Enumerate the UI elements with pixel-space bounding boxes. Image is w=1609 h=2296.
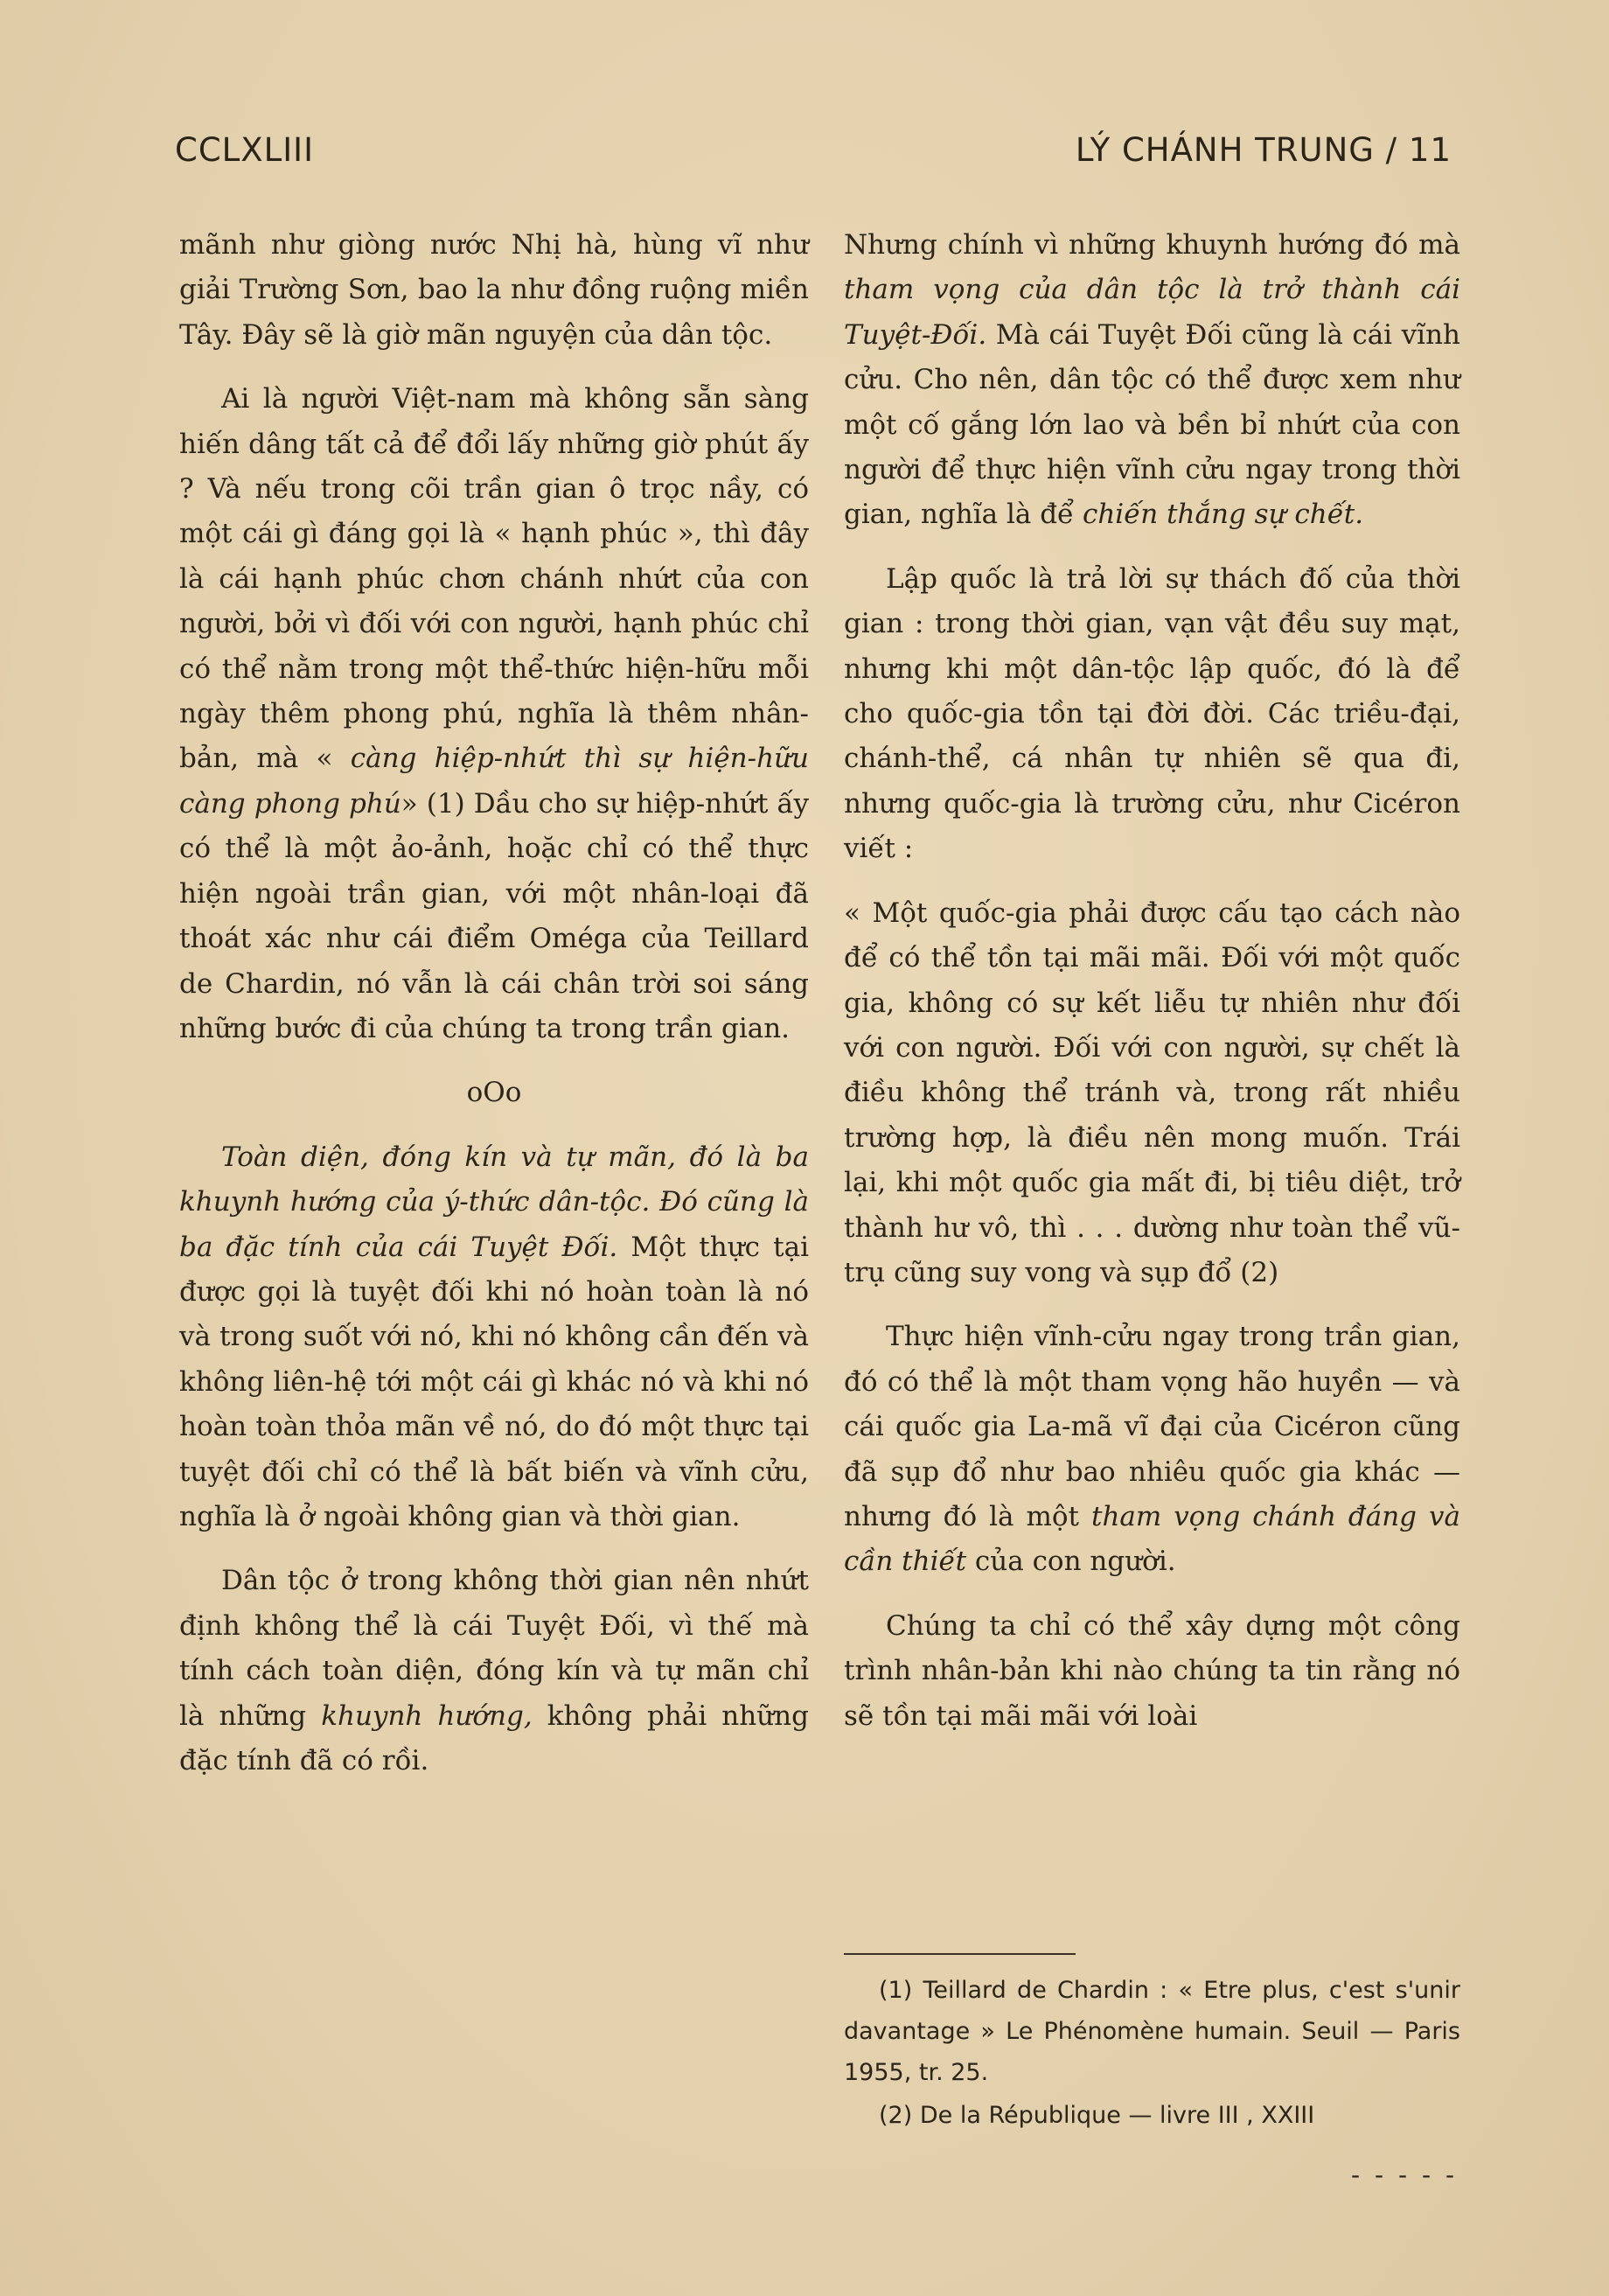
italic-text: khuynh hướng,: [321, 1699, 533, 1732]
text: Nhưng chính vì những khuynh hướng đó mà: [844, 229, 1460, 261]
text: Một thực tại được gọi là tuyệt đối khi nó hoàn toàn là nó và trong suốt với nó, khi nó không cần đến và không liên-hệ tới một cái gì khác nó và khi nó hoàn toàn thỏa mãn về nó, do đó một thực tại tuyệt đối chỉ có thể là bất biến và vĩnh cửu, nghĩa là ở ngoài không gian và thời gian.: [179, 1231, 809, 1532]
paragraph: [844, 223, 1460, 538]
issue-number: CCLXLIII: [175, 131, 314, 169]
footnote-1: (1) Teillard de Chardin : « Etre plus, c'est s'unir davantage » Le Phénomène humain. Seuil — Paris 1955, tr. 25.: [844, 1977, 1460, 2086]
paragraph: [179, 1559, 809, 1783]
quote-italic: càng hiệp-nhứt thì sự hiện-hữu càng phong phú: [179, 743, 809, 820]
text: Mà cái Tuyệt Đối cũng là cái vĩnh cửu. Cho nên, dân tộc có thể được xem như một cố gắng lớn lao và bền bỉ nhứt của con người để thực hiện vĩnh cửu ngay trong thời gian, nghĩa là để: [844, 318, 1460, 531]
continuation-marks: - - - - -: [1351, 2160, 1459, 2189]
text: » (1) Dầu cho sự hiệp-nhứt ấy có thể là một ảo-ảnh, hoặc chỉ có thể thực hiện ngoài trần gian, với một nhân-loại đã thoát xác như cái điểm Oméga của Teillard de Chardin, nó vẫn là cái chân trời soi sáng những bước đi của chúng ta trong trần gian.: [179, 787, 810, 1044]
text: của con người.: [966, 1546, 1176, 1578]
footnotes: [844, 1970, 1460, 2138]
text: không phải những đặc tính đã có rồi.: [179, 1699, 809, 1776]
paragraph: Chúng ta chỉ có thể xây dựng một công trình nhân-bản khi nào chúng ta tin rằng nó sẽ tồn tại mãi mãi với loài: [844, 1609, 1460, 1732]
right-column: [844, 223, 1460, 1758]
text: mãnh như giòng nước Nhị hà, hùng vĩ như giải Trường Sơn, bao la như đồng ruộng miền Tây. Đây sẽ là giờ mãn nguyện của dân tộc.: [179, 229, 809, 351]
running-header: [175, 131, 1452, 175]
paragraph: Lập quốc là trả lời sự thách đố của thời gian : trong thời gian, vạn vật đều suy mạt, nhưng khi một dân-tộc lập quốc, đó là để cho quốc-gia tồn tại đời đời. Các triều-đại, chánh-thể, cá nhân tự nhiên sẽ qua đi, nhưng quốc-gia là trường cửu, như Cicéron viết :: [844, 562, 1460, 865]
paragraph: [179, 1135, 809, 1540]
text: Thực hiện vĩnh-cửu ngay trong trần gian, đó có thể là một tham vọng hão huyền — và cái quốc gia La-mã vĩ đại của Cicéron cũng đã sụp đổ như bao nhiêu quốc gia khác — nhưng đó là một: [844, 1321, 1460, 1532]
section-separator: oOo: [466, 1077, 522, 1109]
footnote-2: (2) De la République — livre III , XXIII: [879, 2102, 1315, 2129]
block-quote: « Một quốc-gia phải được cấu tạo cách nào để có thể tồn tại mãi mãi. Đối với một quốc gia, không có sự kết liễu tự nhiên như đối với con người. Đối với con người, sự chết là điều không thể tránh và, trong rất nhiều trường hợp, là điều nên mong muốn. Trái lại, khi một quốc gia mất đi, bị tiêu diệt, trở thành hư vô, thì . . . dường như toàn thể vũ-trụ cũng suy vong và sụp đổ (2): [844, 897, 1460, 1288]
italic-text: tham vọng của dân tộc là trở thành cái Tuyệt-Đối.: [844, 274, 1460, 351]
paragraph: [844, 1315, 1460, 1584]
italic-text: tham vọng chánh đáng và cần thiết: [844, 1500, 1460, 1578]
left-column: [179, 223, 809, 1803]
footnote-divider: [844, 1953, 1076, 1955]
author-page-number: LÝ CHÁNH TRUNG / 11: [1075, 131, 1452, 169]
text: Dân tộc ở trong không thời gian nên nhứt định không thể là cái Tuyệt Đối, vì thế mà tính cách toàn diện, đóng kín và tự mãn chỉ là những: [179, 1565, 809, 1732]
italic-text: Toàn diện, đóng kín và tự mãn, đó là ba khuynh hướng của ý-thức dân-tộc. Đó cũng là ba đặc tính của cái Tuyệt Đối.: [179, 1141, 809, 1263]
italic-text: chiến thắng sự chết.: [1082, 499, 1364, 531]
paragraph: [179, 377, 809, 1051]
text: Ai là người Việt-nam mà không sẵn sàng hiến dâng tất cả để đổi lấy những giờ phút ấy ? Và nếu trong cõi trần gian ô trọc nầy, có một cái gì đáng gọi là « hạnh phúc », thì đây là cái hạnh phúc chơn chánh nhứt của con người, bởi vì đối với con người, hạnh phúc chỉ có thể nằm trong một thể-thức hiện-hữu mỗi ngày thêm phong phú, nghĩa là thêm nhân-bản, mà «: [179, 383, 809, 775]
paragraph: [179, 223, 809, 358]
